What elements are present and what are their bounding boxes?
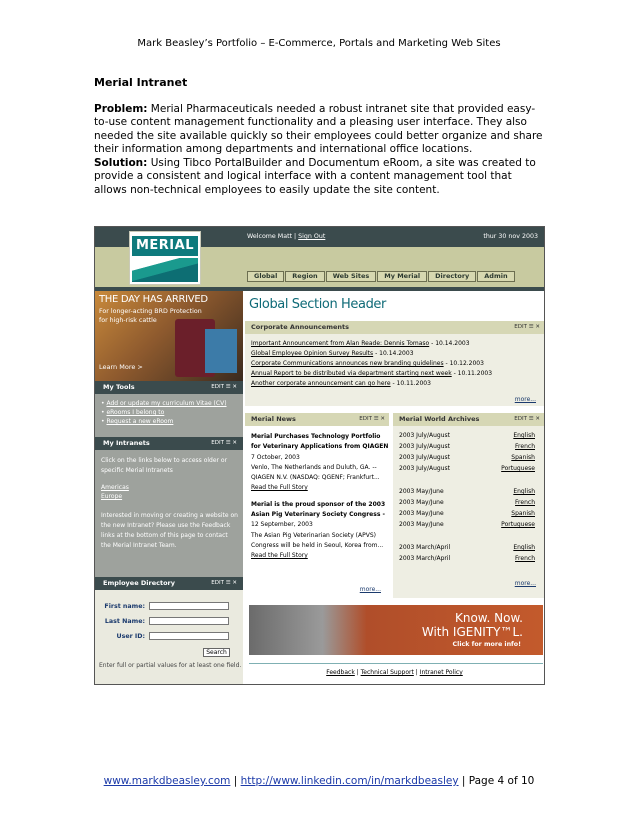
logo-area [95, 227, 245, 290]
employee-directory-header [95, 577, 243, 590]
news-story-2-date: 12 September, 2003 [251, 521, 313, 529]
list-item [251, 359, 492, 369]
archive-language-link[interactable]: French [515, 499, 535, 506]
promo-banner[interactable] [95, 291, 243, 381]
intranet-link-americas[interactable]: Americas [101, 484, 129, 491]
footer-divider [249, 663, 543, 664]
intranet-screenshot [94, 226, 545, 685]
promo-headline: THE DAY HAS ARRIVED [99, 294, 208, 305]
welcome-label: Welcome Matt | [247, 233, 299, 240]
archive-period: 2003 July/August [399, 465, 450, 472]
archive-language-link[interactable]: English [513, 488, 535, 495]
banner-line-2: With IGENITY™L. [421, 625, 523, 639]
user-id-input[interactable] [149, 632, 229, 640]
list-item [251, 339, 492, 349]
sign-out-link[interactable]: Sign Out [298, 233, 326, 240]
my-tools-link-request-eroom[interactable]: Request a new eRoom [106, 418, 174, 425]
my-intranets-title: My Intranets [103, 439, 150, 447]
welcome-text [247, 233, 325, 240]
my-intranets-note: Interested in moving or creating a website on the new Intranet? Please use the Feedback links at the bottom of this page to contact the Merial Intranet Team. [101, 512, 238, 549]
my-tools-title: My Tools [103, 383, 135, 391]
announcement-date-5: - 10.11.2003 [390, 380, 431, 387]
table-row [399, 488, 535, 495]
table-row [399, 521, 535, 528]
announcement-date-4: - 10.11.2003 [451, 370, 493, 377]
table-row [399, 510, 535, 517]
corporate-announcements-body [245, 334, 544, 406]
list-item [251, 349, 492, 359]
announcement-link-3[interactable]: Corporate Communications announces new branding guidelines [251, 360, 444, 367]
nav-tab-web-sites[interactable]: Web Sites [326, 271, 377, 282]
announcement-link-1[interactable]: Important Announcement from Alan Reade: Dennis Tomaso [251, 340, 430, 347]
main-content [245, 291, 544, 685]
announcement-list [251, 339, 492, 389]
banner-line-1: Know. Now. [454, 611, 523, 625]
table-row [399, 544, 535, 551]
nav-tab-region[interactable]: Region [285, 271, 324, 282]
document-footer [0, 775, 638, 787]
archive-period: 2003 March/April [399, 555, 451, 562]
main-nav [247, 271, 516, 282]
problem-text: Merial Pharmaceuticals needed a robust intranet site that provided easy-to-use content management functionality and a pleasing user interface. They also needed the site available quickly so their employees could better organize and share their information among departments and international office locations. [94, 102, 543, 155]
page-title: Merial Intranet [94, 76, 188, 89]
archive-period: 2003 July/August [399, 454, 450, 461]
archive-language-link[interactable]: French [515, 555, 535, 562]
last-name-label: Last Name: [104, 618, 145, 625]
announcements-more-link[interactable]: more... [514, 396, 536, 403]
user-id-label: User ID: [116, 633, 145, 640]
my-intranets-edit-controls[interactable]: EDIT ☰ ✕ [211, 440, 237, 446]
employee-directory-form [95, 590, 243, 685]
archive-period: 2003 July/August [399, 443, 450, 450]
my-tools-link-erooms[interactable]: eRooms I belong to [106, 409, 165, 416]
world-archives-edit-controls[interactable]: EDIT ☰ ✕ [514, 416, 540, 422]
intranet-footer-links [245, 669, 544, 676]
intranet-link-europe[interactable]: Europe [101, 493, 123, 500]
archive-language-link[interactable]: Spanish [511, 510, 535, 517]
announcement-link-5[interactable]: Another corporate announcement can go here [251, 380, 391, 387]
news-story-1-date: 7 October, 2003 [251, 453, 300, 461]
corporate-announcements-title: Corporate Announcements [251, 323, 349, 331]
solution-text: Using Tibco PortalBuilder and Documentum eRoom, a site was created to provide a consistent and logical interface with a content management tool that allows non-technical employees to easily update the site content. [94, 156, 536, 196]
promo-sub-line-2: for high-risk cattle [99, 317, 157, 324]
igenity-banner[interactable] [249, 605, 543, 655]
product-box-image [205, 329, 237, 373]
solution-paragraph [94, 157, 544, 198]
my-tools-link-cv[interactable]: Add or update my curriculum Vitae (CV) [106, 400, 227, 407]
nav-tab-global[interactable]: Global [247, 271, 284, 282]
merial-news-body [245, 426, 389, 598]
archive-period: 2003 May/June [399, 488, 444, 495]
nav-tab-directory[interactable]: Directory [428, 271, 476, 282]
news-story-2-headline: Merial is the proud sponsor of the 2003 Asian Pig Veterinary Society Congress - [251, 500, 386, 519]
employee-directory-title: Employee Directory [103, 579, 175, 587]
linkedin-link[interactable]: http://www.linkedin.com/in/markdbeasley [240, 775, 459, 787]
first-name-input[interactable] [149, 602, 229, 610]
list-item: • Add or update my curriculum Vitae (CV) [101, 400, 227, 407]
document-body [94, 76, 544, 197]
news-story-2-text: The Asian Pig Veterinarian Society (APVS) Congress will be held in Seoul, Korea from... [251, 531, 384, 549]
list-item [251, 369, 492, 379]
my-tools-edit-controls[interactable]: EDIT ☰ ✕ [211, 384, 237, 390]
footer-separator: | [413, 669, 420, 676]
news-story-2-title [251, 500, 389, 521]
world-archives-header [393, 413, 544, 426]
news-story-1-text: Venlo, The Netherlands and Duluth, GA. -- QIAGEN N.V. (NASDAQ: QGENF; Frankfurt... [251, 463, 380, 482]
announcement-date-3: - 10.12.2003 [443, 360, 484, 367]
page-number: | Page 4 of 10 [458, 775, 535, 787]
global-section-header: Global Section Header [249, 297, 386, 312]
archive-language-link[interactable]: French [515, 443, 535, 450]
list-item: • eRooms I belong to [101, 409, 165, 416]
archive-period: 2003 May/June [399, 521, 444, 528]
last-name-input[interactable] [149, 617, 229, 625]
my-intranets-links [101, 483, 129, 501]
nav-tab-my-merial[interactable]: My Merial [377, 271, 427, 282]
promo-learn-more[interactable]: Learn More > [99, 363, 143, 371]
merial-news-header [245, 413, 389, 426]
intranet-policy-link[interactable]: Intranet Policy [419, 669, 463, 676]
nav-tab-admin[interactable]: Admin [477, 271, 514, 282]
document-header: Mark Beasley’s Portfolio – E-Commerce, Portals and Marketing Web Sites [137, 38, 501, 49]
employee-directory-note: Enter full or partial values for at least one field. [99, 662, 242, 669]
footer-separator: | [354, 669, 361, 676]
news-more-link[interactable]: more... [359, 586, 381, 593]
my-tools-list [101, 399, 227, 426]
logo-swoosh-icon [132, 258, 198, 282]
problem-label: Problem: [94, 102, 148, 115]
archive-period: 2003 May/June [399, 510, 444, 517]
my-intranets-header [95, 437, 243, 450]
announcement-link-4[interactable]: Annual Report to be distributed via department starting next week [251, 370, 452, 377]
archive-language-link[interactable]: English [513, 432, 535, 439]
table-row [399, 499, 535, 506]
merial-news-edit-controls[interactable]: EDIT ☰ ✕ [359, 416, 385, 422]
table-row [399, 555, 535, 562]
world-archives-body [393, 426, 544, 598]
archive-language-link[interactable]: English [513, 544, 535, 551]
employee-directory-edit-controls[interactable]: EDIT ☰ ✕ [211, 580, 237, 586]
corporate-announcements-edit-controls[interactable]: EDIT ☰ ✕ [514, 324, 540, 330]
merial-logo[interactable] [129, 231, 201, 285]
archive-language-link[interactable]: Portuguese [501, 465, 535, 472]
date-display: thur 30 nov 2003 [483, 233, 538, 240]
first-name-label: First name: [104, 603, 145, 610]
archive-language-link[interactable]: Spanish [511, 454, 535, 461]
corporate-announcements-header [245, 321, 544, 334]
archive-period: 2003 March/April [399, 544, 451, 551]
search-button[interactable]: Search [203, 648, 230, 657]
website-link[interactable]: www.markdbeasley.com [103, 775, 231, 787]
logo-word: MERIAL [132, 236, 198, 256]
archive-period: 2003 July/August [399, 432, 450, 439]
world-archives-title: Merial World Archives [399, 415, 480, 423]
list-item: • Request a new eRoom [101, 418, 174, 425]
table-row [399, 443, 535, 450]
feedback-link[interactable]: Feedback [326, 669, 355, 676]
news-story-1-headline: Merial Purchases Technology Portfolio for Veterinary Applications from QIAGEN [251, 433, 389, 451]
announcement-date-2: - 10.14.2003 [373, 350, 414, 357]
my-intranets-intro: Click on the links below to access older or specific Merial Intranets [101, 457, 228, 474]
archives-more-link[interactable]: more... [514, 580, 536, 587]
technical-support-link[interactable]: Technical Support [360, 669, 414, 676]
banner-cta: Click for more info! [452, 641, 521, 648]
archive-language-link[interactable]: Portuguese [501, 521, 535, 528]
table-row [399, 454, 535, 461]
my-tools-header [95, 381, 243, 394]
archive-period: 2003 May/June [399, 499, 444, 506]
problem-paragraph [94, 103, 544, 157]
promo-subtext [99, 307, 202, 325]
footer-separator: | [230, 775, 241, 787]
merial-news-title: Merial News [251, 415, 296, 423]
table-row [399, 465, 535, 472]
news-story-1-read-more[interactable]: Read the Full Story [251, 484, 308, 492]
news-story-2-read-more[interactable]: Read the Full Story [251, 552, 308, 560]
announcement-date-1: - 10.14.2003 [429, 340, 470, 347]
promo-sub-line-1: For longer-acting BRD Protection [99, 308, 202, 315]
solution-label: Solution: [94, 156, 148, 169]
news-stories [251, 432, 389, 562]
table-row [399, 432, 535, 439]
news-story-1-title [251, 432, 389, 453]
list-item [251, 379, 492, 389]
announcement-link-2[interactable]: Global Employee Opinion Survey Results [251, 350, 374, 357]
